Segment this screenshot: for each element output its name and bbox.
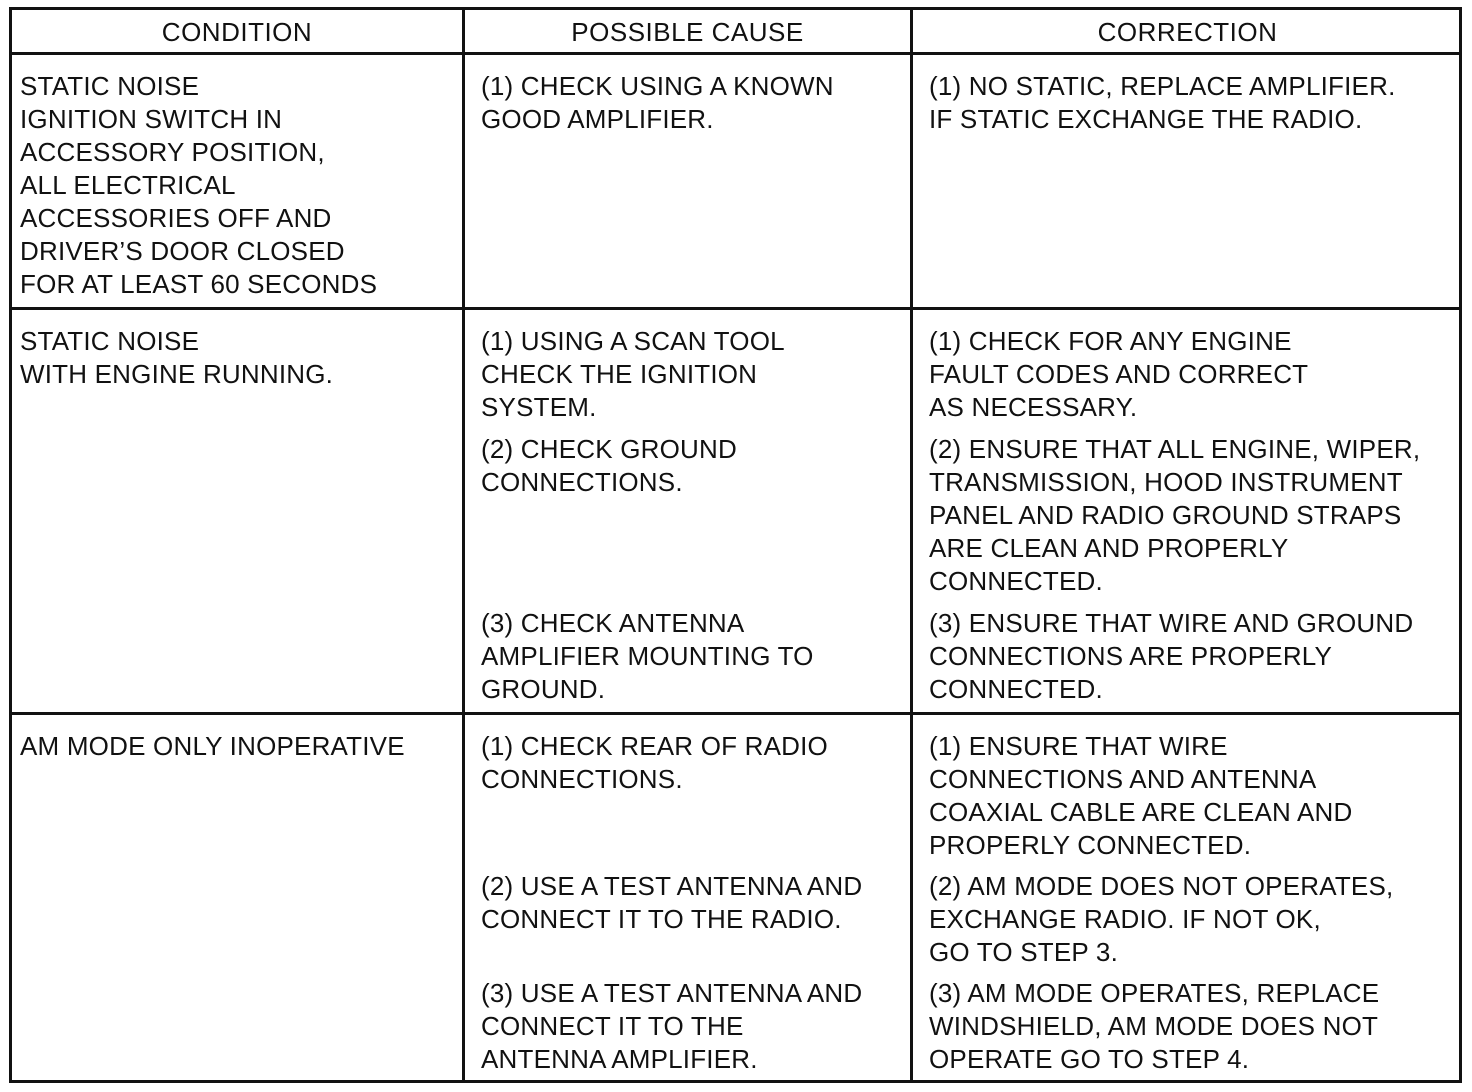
row-2-cause-3: (3) CHECK ANTENNA AMPLIFIER MOUNTING TO GROUND. [481,608,814,704]
row-2-cause-2: (2) CHECK GROUND CONNECTIONS. [481,434,737,497]
column-divider-1 [462,10,465,1080]
row-divider-1 [12,307,1459,310]
row-3-correction-2: (2) AM MODE DOES NOT OPERATES, EXCHANGE RADIO. IF NOT OK, GO TO STEP 3. [929,871,1394,967]
row-3-cause-3: (3) USE A TEST ANTENNA AND CONNECT IT TO THE ANTENNA AMPLIFIER. [481,978,863,1074]
diagnosis-table [9,7,1462,1083]
row-2-correction-1: (1) CHECK FOR ANY ENGINE FAULT CODES AND CORRECT AS NECESSARY. [929,326,1309,422]
row-3-cause-1: (1) CHECK REAR OF RADIO CONNECTIONS. [481,731,828,794]
header-condition: CONDITION [161,17,313,47]
header-possible-cause: POSSIBLE CAUSE [571,17,804,47]
row-2-correction-3: (3) ENSURE THAT WIRE AND GROUND CONNECTIONS ARE PROPERLY CONNECTED. [929,608,1414,704]
row-1-cause-1: (1) CHECK USING A KNOWN GOOD AMPLIFIER. [481,71,834,134]
row-3-correction-3: (3) AM MODE OPERATES, REPLACE WINDSHIELD, AM MODE DOES NOT OPERATE GO TO STEP 4. [929,978,1380,1074]
row-2-cause-1: (1) USING A SCAN TOOL CHECK THE IGNITION SYSTEM. [481,326,785,422]
header-correction: CORRECTION [1097,17,1278,47]
row-3-cause-2: (2) USE A TEST ANTENNA AND CONNECT IT TO THE RADIO. [481,871,863,934]
row-2-correction-2: (2) ENSURE THAT ALL ENGINE, WIPER, TRANSMISSION, HOOD INSTRUMENT PANEL AND RADIO GROUND STRAPS ARE CLEAN AND PROPERLY CONNECTED. [929,434,1421,596]
row-2-condition: STATIC NOISE WITH ENGINE RUNNING. [20,326,334,389]
row-1-correction-1: (1) NO STATIC, REPLACE AMPLIFIER. IF STATIC EXCHANGE THE RADIO. [929,71,1396,134]
row-3-correction-1: (1) ENSURE THAT WIRE CONNECTIONS AND ANTENNA COAXIAL CABLE ARE CLEAN AND PROPERLY CONNECTED. [929,731,1353,860]
row-divider-2 [12,712,1459,715]
row-3-condition: AM MODE ONLY INOPERATIVE [20,731,405,761]
row-1-condition: STATIC NOISE IGNITION SWITCH IN ACCESSORY POSITION, ALL ELECTRICAL ACCESSORIES OFF AND DRIVER’S DOOR CLOSED FOR AT LEAST 60 SECONDS [20,71,378,299]
column-divider-2 [910,10,913,1080]
